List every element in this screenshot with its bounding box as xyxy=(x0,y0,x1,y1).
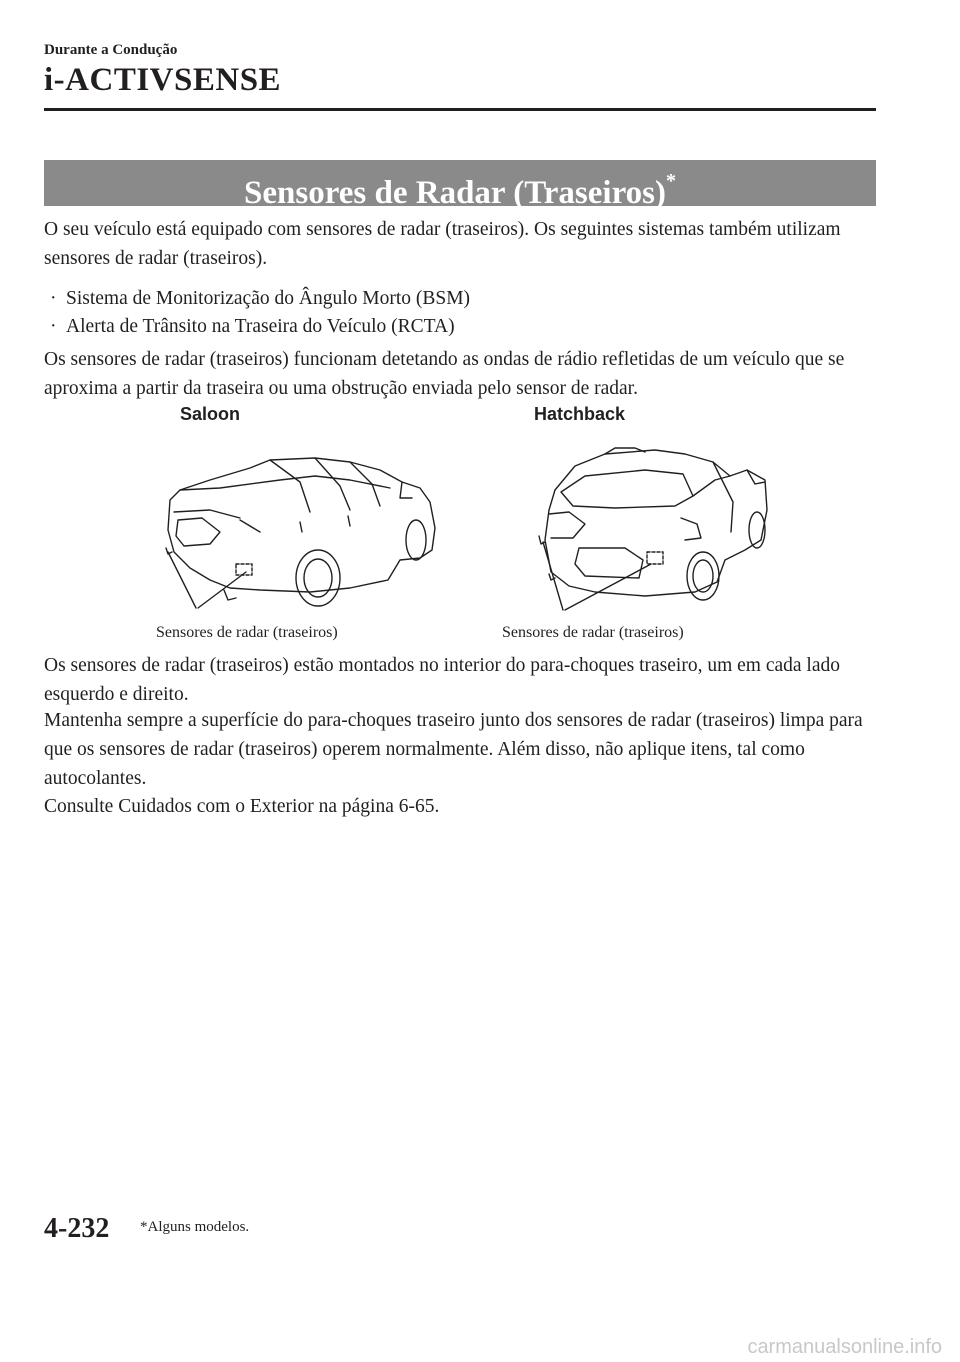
footer-site-watermark: carmanualsonline.info xyxy=(747,1336,942,1358)
bullet-dot-icon: · xyxy=(50,288,57,309)
hatchback-title: Hatchback xyxy=(534,404,626,424)
bullet-text: Sistema de Monitorização do Ângulo Morto (BSM) xyxy=(66,288,471,309)
intro-paragraph: O seu veículo está equipado com sensores de radar (traseiros). Os seguintes sistemas também utilizam sensores de radar (traseiros). xyxy=(44,219,841,269)
footnote: *Alguns modelos. xyxy=(140,1219,250,1235)
bullet-dot-icon: · xyxy=(50,316,57,337)
page-number: 4-232 xyxy=(44,1213,110,1244)
hatchback-car-illustration xyxy=(525,440,785,620)
optional-equipment-mark: * xyxy=(665,170,676,192)
hatchback-sensor-caption: Sensores de radar (traseiros) xyxy=(502,624,684,641)
bullet-item xyxy=(50,284,470,313)
topic-title: Sensores de Radar (Traseiros) xyxy=(244,175,666,211)
section-title: i-ACTIVSENSE xyxy=(44,62,282,98)
header-divider xyxy=(44,108,876,111)
care-paragraph: Mantenha sempre a superfície do para-choques traseiro junto dos sensores de radar (traseiros) limpa para que os sensores de radar (traseiros) operem normalmente. Além disso, não aplique itens, tal como autocolantes. xyxy=(44,710,863,789)
saloon-sensor-caption: Sensores de radar (traseiros) xyxy=(156,624,338,641)
mounting-paragraph: Os sensores de radar (traseiros) estão montados no interior do para-choques traseiro, um em cada lado esquerdo e direito. xyxy=(44,655,840,705)
saloon-car-illustration xyxy=(150,440,450,620)
chapter-title: Durante a Condução xyxy=(44,42,178,58)
bullet-text: Alerta de Trânsito na Traseira do Veículo (RCTA) xyxy=(66,316,455,337)
bullet-item xyxy=(50,312,455,341)
reference-paragraph: Consulte Cuidados com o Exterior na página 6-65. xyxy=(44,796,440,817)
function-paragraph: Os sensores de radar (traseiros) funcionam detetando as ondas de rádio refletidas de um veículo que se aproxima a partir da traseira ou uma obstrução enviada pelo sensor de radar. xyxy=(44,349,845,399)
saloon-title: Saloon xyxy=(180,404,241,424)
topic-banner xyxy=(44,160,876,211)
